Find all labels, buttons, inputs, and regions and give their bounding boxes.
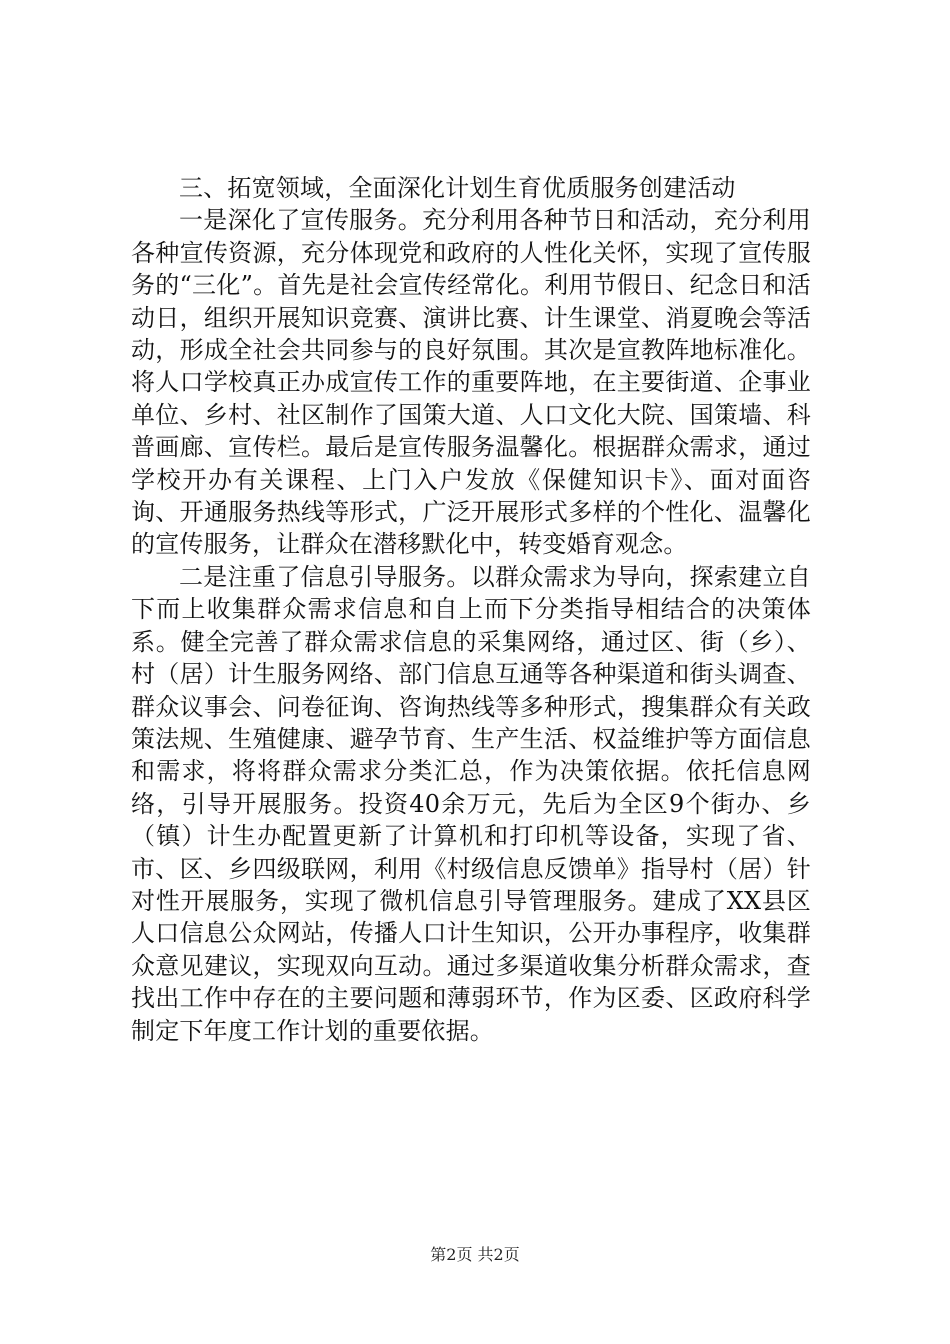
section-heading: 三、拓宽领域，全面深化计划生育优质服务创建活动: [179, 174, 736, 202]
paragraph-publicity-service: 一是深化了宣传服务。充分利用各种节日和活动，充分利用各种宣传资源，充分体现党和政府的人性化关怀，实现了宣传服务的“三化”。首先是社会宣传经常化。利用节假日、纪念日和活动日，组织开展知识竞赛、演讲比赛、计生课堂、消夏晚会等活动，形成全社会共同参与的良好氛围。其次是宣教阵地标准化。将人口学校真正办成宣传工作的重要阵地，在主要街道、企事业单位、乡村、社区制作了国策大道、人口文化大院、国策墙、科普画廊、宣传栏。最后是宣传服务温馨化。根据群众需求，通过学校开办有关课程、上门入户发放《保健知识卡》、面对面咨询、开通服务热线等形式，广泛开展形式多样的个性化、温馨化的宣传服务，让群众在潜移默化中，转变婚育观念。: [131, 206, 811, 559]
document-body: [131, 172, 811, 1047]
page-footer: 第2页 共2页: [430, 1245, 520, 1264]
paragraph-information-guidance: 二是注重了信息引导服务。以群众需求为导向，探索建立自下而上收集群众需求信息和自上而下分类指导相结合的决策体系。健全完善了群众需求信息的采集网络，通过区、街（乡）、村（居）计生服务网络、部门信息互通等各种渠道和街头调查、群众议事会、问卷征询、咨询热线等多种形式，搜集群众有关政策法规、生殖健康、避孕节育、生产生活、权益维护等方面信息和需求，将将群众需求分类汇总，作为决策依据。依托信息网络，引导开展服务。投资40余万元，先后为全区9个街办、乡（镇）计生办配置更新了计算机和打印机等设备，实现了省、市、区、乡四级联网，利用《村级信息反馈单》指导村（居）针对性开展服务，实现了微机信息引导管理服务。建成了XX县区人口信息公众网站，传播人口计生知识，公开办事程序，收集群众意见建议，实现双向互动。通过多渠道收集分析群众需求，查找出工作中存在的主要问题和薄弱环节，作为区委、区政府科学制定下年度工作计划的重要依据。: [131, 562, 811, 1045]
